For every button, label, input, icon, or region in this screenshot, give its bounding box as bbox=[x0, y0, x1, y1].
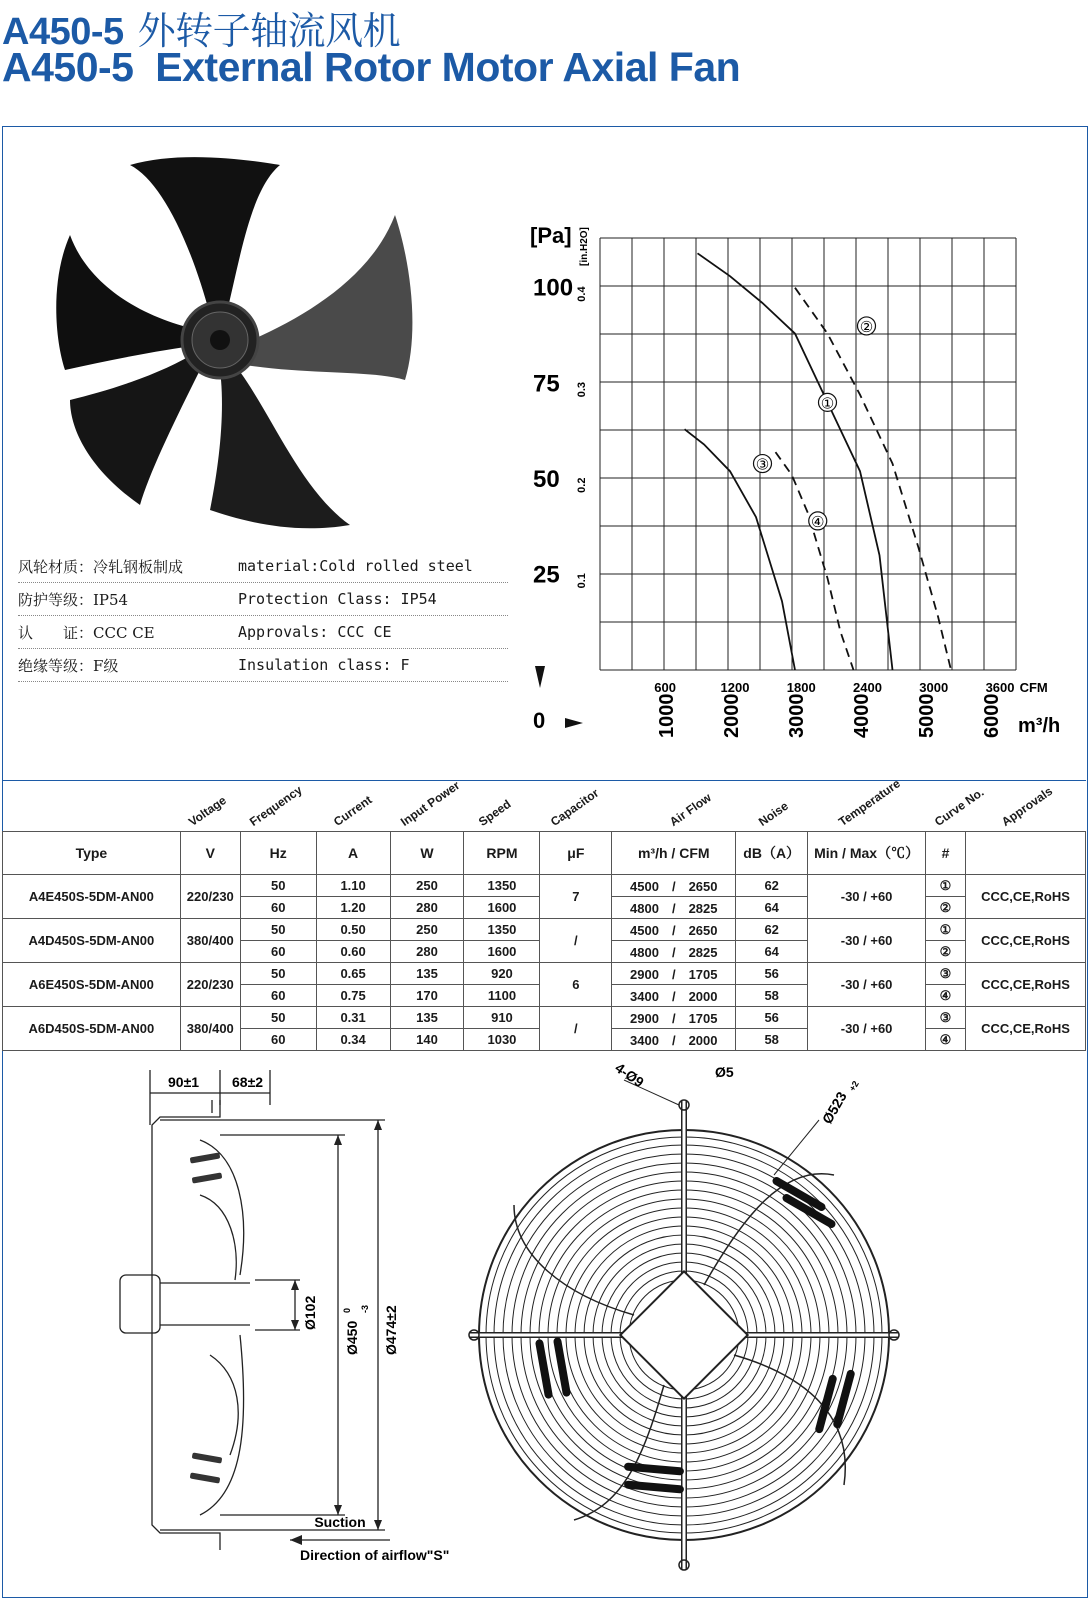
dim-pcd: Ø523 bbox=[818, 1088, 850, 1127]
x-cfm-tick-label: 2400 bbox=[853, 680, 882, 695]
header-temperature: Temperature bbox=[835, 776, 903, 829]
cell-capacitor: 7 bbox=[540, 875, 612, 919]
cell-capacitor: / bbox=[540, 1007, 612, 1051]
cell-voltage: 220/230 bbox=[180, 963, 240, 1007]
cell-power: 170 bbox=[390, 985, 464, 1007]
english-name: External Rotor Motor Axial Fan bbox=[155, 44, 741, 90]
spec-en: Insulation class: F bbox=[238, 656, 410, 674]
unit-uf: μF bbox=[540, 832, 612, 875]
dim-holes: 4-Ø9 bbox=[612, 1059, 647, 1091]
cell-current: 0.60 bbox=[316, 941, 390, 963]
spec-cn: 风轮材质：冷轧钢板制成 bbox=[18, 557, 184, 576]
cell-flow: 4800 / 2825 bbox=[612, 941, 736, 963]
cell-approvals: CCC,CE,RoHS bbox=[965, 919, 1085, 963]
origin-label: 0 bbox=[533, 708, 546, 733]
table-row bbox=[3, 875, 1086, 897]
fan-image bbox=[70, 150, 410, 530]
cell-noise: 64 bbox=[736, 941, 808, 963]
x-arrow bbox=[565, 718, 583, 728]
series-line-1 bbox=[698, 253, 893, 670]
series-label-2: ② bbox=[859, 317, 874, 336]
table-row bbox=[3, 963, 1086, 985]
unit-type: Type bbox=[3, 832, 181, 875]
x-cfm-tick-label: 3600 bbox=[985, 680, 1015, 695]
cell-temp: -30 / +60 bbox=[808, 963, 926, 1007]
header-speed: Speed bbox=[475, 796, 514, 829]
cell-flow: 3400 / 2000 bbox=[612, 1029, 736, 1051]
header-capacitor: Capacitor bbox=[547, 785, 602, 829]
cell-power: 280 bbox=[390, 941, 464, 963]
x-cfm-label: CFM bbox=[1019, 680, 1048, 695]
cell-curve: ② bbox=[926, 941, 966, 963]
spec-en: Approvals: CCC CE bbox=[238, 623, 392, 641]
title-en-line bbox=[2, 44, 740, 91]
spec-list bbox=[18, 550, 508, 682]
cell-current: 0.34 bbox=[316, 1029, 390, 1051]
cell-current: 1.10 bbox=[316, 875, 390, 897]
cell-noise: 56 bbox=[736, 1007, 808, 1029]
series-label-1: ① bbox=[820, 394, 835, 413]
x-cfm-tick-label: 1800 bbox=[786, 680, 816, 695]
cell-curve: ③ bbox=[926, 963, 966, 985]
series-line-2 bbox=[795, 288, 951, 670]
x-cfm-tick-label: 3000 bbox=[919, 680, 949, 695]
cell-curve: ③ bbox=[926, 1007, 966, 1029]
header-curve-no: Curve No. bbox=[931, 785, 987, 829]
header-frequency: Frequency bbox=[246, 782, 305, 829]
dim-hub: Ø102 bbox=[302, 1295, 318, 1330]
header-voltage: Voltage bbox=[185, 793, 229, 829]
header-noise: Noise bbox=[755, 798, 791, 829]
dim-depth1: 90±1 bbox=[168, 1074, 200, 1090]
y-tick-label: 100 bbox=[533, 274, 574, 302]
x-m3h-tick-label: 1000 bbox=[656, 693, 678, 738]
dim-wire: Ø5 bbox=[715, 1064, 734, 1080]
cell-current: 0.31 bbox=[316, 1007, 390, 1029]
cell-hz: 50 bbox=[240, 1007, 316, 1029]
cell-current: 0.50 bbox=[316, 919, 390, 941]
cell-approvals: CCC,CE,RoHS bbox=[965, 875, 1085, 919]
cell-noise: 58 bbox=[736, 1029, 808, 1051]
x-m3h-tick-label: 5000 bbox=[916, 693, 938, 738]
cell-capacitor: 6 bbox=[540, 963, 612, 1007]
cell-noise: 56 bbox=[736, 963, 808, 985]
cell-power: 135 bbox=[390, 963, 464, 985]
series-line-4 bbox=[776, 452, 854, 670]
unit-v: V bbox=[180, 832, 240, 875]
cell-current: 1.20 bbox=[316, 897, 390, 919]
cell-voltage: 380/400 bbox=[180, 919, 240, 963]
spec-row bbox=[18, 616, 508, 649]
x-m3h-tick-label: 3000 bbox=[786, 693, 808, 738]
cell-curve: ④ bbox=[926, 1029, 966, 1051]
spec-table bbox=[2, 776, 1086, 1051]
table-row bbox=[3, 1007, 1086, 1029]
unit-row bbox=[3, 832, 1086, 875]
model-name: A450-5 bbox=[2, 11, 124, 53]
cell-flow: 2900 / 1705 bbox=[612, 963, 736, 985]
cell-hz: 50 bbox=[240, 963, 316, 985]
y-axis-label: [Pa] bbox=[530, 223, 572, 248]
x-m3h-tick-label: 2000 bbox=[721, 693, 743, 738]
spec-en: Protection Class: IP54 bbox=[238, 590, 437, 608]
x-cfm-tick-label: 1200 bbox=[720, 680, 750, 695]
cell-power: 250 bbox=[390, 919, 464, 941]
spec-row bbox=[18, 550, 508, 583]
spec-cn: 绝缘等级：F级 bbox=[18, 656, 119, 675]
model-name-en: A450-5 bbox=[2, 44, 134, 90]
cell-power: 250 bbox=[390, 875, 464, 897]
cell-power: 135 bbox=[390, 1007, 464, 1029]
side-view-drawing bbox=[100, 1055, 450, 1575]
cell-type: A6E450S-5DM-AN00 bbox=[3, 963, 181, 1007]
unit-a: A bbox=[316, 832, 390, 875]
unit-w: W bbox=[390, 832, 464, 875]
cell-noise: 62 bbox=[736, 919, 808, 941]
cell-hz: 60 bbox=[240, 897, 316, 919]
y-tick-label: 75 bbox=[533, 370, 560, 398]
unit-approvals bbox=[965, 832, 1085, 875]
cell-type: A4E450S-5DM-AN00 bbox=[3, 875, 181, 919]
dim-blade-tol-up: 0 bbox=[342, 1307, 352, 1313]
unit-db: dB（A） bbox=[736, 832, 808, 875]
header-approvals: Approvals bbox=[998, 783, 1056, 829]
suction-label: Suction bbox=[314, 1514, 366, 1530]
cell-noise: 58 bbox=[736, 985, 808, 1007]
cell-type: A4D450S-5DM-AN00 bbox=[3, 919, 181, 963]
unit-hz: Hz bbox=[240, 832, 316, 875]
airflow-label: Direction of airflow"S" bbox=[300, 1547, 450, 1563]
cell-noise: 62 bbox=[736, 875, 808, 897]
cell-flow: 4800 / 2825 bbox=[612, 897, 736, 919]
unit-curve: # bbox=[926, 832, 966, 875]
cell-hz: 60 bbox=[240, 941, 316, 963]
cell-temp: -30 / +60 bbox=[808, 1007, 926, 1051]
cell-voltage: 220/230 bbox=[180, 875, 240, 919]
y2-tick-label: 0.1 bbox=[576, 573, 588, 589]
data-table bbox=[2, 831, 1086, 1051]
x-m3h-tick-label: 6000 bbox=[981, 693, 1003, 738]
spec-row bbox=[18, 649, 508, 682]
spec-cn: 防护等级：IP54 bbox=[18, 590, 129, 609]
cell-rpm: 1030 bbox=[464, 1029, 540, 1051]
y2-tick-label: 0.3 bbox=[576, 381, 588, 398]
cell-flow: 4500 / 2650 bbox=[612, 919, 736, 941]
spec-en: material:Cold rolled steel bbox=[238, 557, 473, 575]
y2-tick-label: 0.4 bbox=[576, 286, 588, 302]
cell-hz: 50 bbox=[240, 875, 316, 897]
cell-approvals: CCC,CE,RoHS bbox=[965, 963, 1085, 1007]
dim-depth2: 68±2 bbox=[232, 1074, 264, 1090]
x-m3h-tick-label: 4000 bbox=[851, 693, 873, 738]
dim-blade-tol: -3 bbox=[360, 1304, 370, 1313]
y2-axis-label: [in.H2O] bbox=[579, 227, 590, 266]
spec-cn: 认 证：CCC CE bbox=[18, 623, 155, 642]
chinese-name: 外转子轴流风机 bbox=[137, 9, 401, 53]
cell-temp: -30 / +60 bbox=[808, 875, 926, 919]
cell-hz: 50 bbox=[240, 919, 316, 941]
x-cfm-tick-label: 600 bbox=[654, 680, 676, 695]
series-label-4: ④ bbox=[811, 512, 825, 531]
table-row bbox=[3, 919, 1086, 941]
cell-curve: ② bbox=[926, 897, 966, 919]
cell-temp: -30 / +60 bbox=[808, 919, 926, 963]
x-m3h-label: m³/h bbox=[1018, 715, 1061, 737]
unit-temp: Min / Max（℃） bbox=[808, 832, 926, 875]
cell-flow: 3400 / 2000 bbox=[612, 985, 736, 1007]
cell-approvals: CCC,CE,RoHS bbox=[965, 1007, 1085, 1051]
cell-rpm: 1600 bbox=[464, 941, 540, 963]
y-tick-label: 25 bbox=[533, 561, 560, 589]
cell-noise: 64 bbox=[736, 897, 808, 919]
unit-rpm: RPM bbox=[464, 832, 540, 875]
front-view-drawing bbox=[450, 1040, 920, 1560]
cell-power: 280 bbox=[390, 897, 464, 919]
cell-curve: ① bbox=[926, 919, 966, 941]
header-air-flow: Air Flow bbox=[666, 790, 714, 829]
dim-pcd-tol: +2 bbox=[847, 1079, 861, 1093]
cell-capacitor: / bbox=[540, 919, 612, 963]
performance-chart bbox=[525, 210, 1065, 750]
series-line-3 bbox=[685, 429, 796, 670]
dim-guard: Ø474±2 bbox=[383, 1305, 399, 1355]
cell-hz: 60 bbox=[240, 1029, 316, 1051]
cell-rpm: 1350 bbox=[464, 919, 540, 941]
cell-flow: 4500 / 2650 bbox=[612, 875, 736, 897]
cell-hz: 60 bbox=[240, 985, 316, 1007]
cell-rpm: 1600 bbox=[464, 897, 540, 919]
y-tick-label: 50 bbox=[533, 465, 560, 493]
cell-current: 0.75 bbox=[316, 985, 390, 1007]
cell-rpm: 1350 bbox=[464, 875, 540, 897]
cell-power: 140 bbox=[390, 1029, 464, 1051]
table-slanted-headers bbox=[2, 776, 1086, 831]
unit-flow: m³/h / CFM bbox=[612, 832, 736, 875]
y2-tick-label: 0.2 bbox=[576, 477, 588, 493]
header-current: Current bbox=[330, 792, 375, 829]
cell-flow: 2900 / 1705 bbox=[612, 1007, 736, 1029]
cell-voltage: 380/400 bbox=[180, 1007, 240, 1051]
series-label-3: ③ bbox=[755, 455, 770, 474]
cell-rpm: 1100 bbox=[464, 985, 540, 1007]
cell-current: 0.65 bbox=[316, 963, 390, 985]
spec-row bbox=[18, 583, 508, 616]
cell-rpm: 920 bbox=[464, 963, 540, 985]
dim-blade: Ø450 bbox=[344, 1320, 360, 1355]
cell-rpm: 910 bbox=[464, 1007, 540, 1029]
y-arrow bbox=[535, 666, 545, 688]
header-input-power: Input Power bbox=[397, 778, 463, 829]
cell-curve: ④ bbox=[926, 985, 966, 1007]
cell-curve: ① bbox=[926, 875, 966, 897]
cell-type: A6D450S-5DM-AN00 bbox=[3, 1007, 181, 1051]
